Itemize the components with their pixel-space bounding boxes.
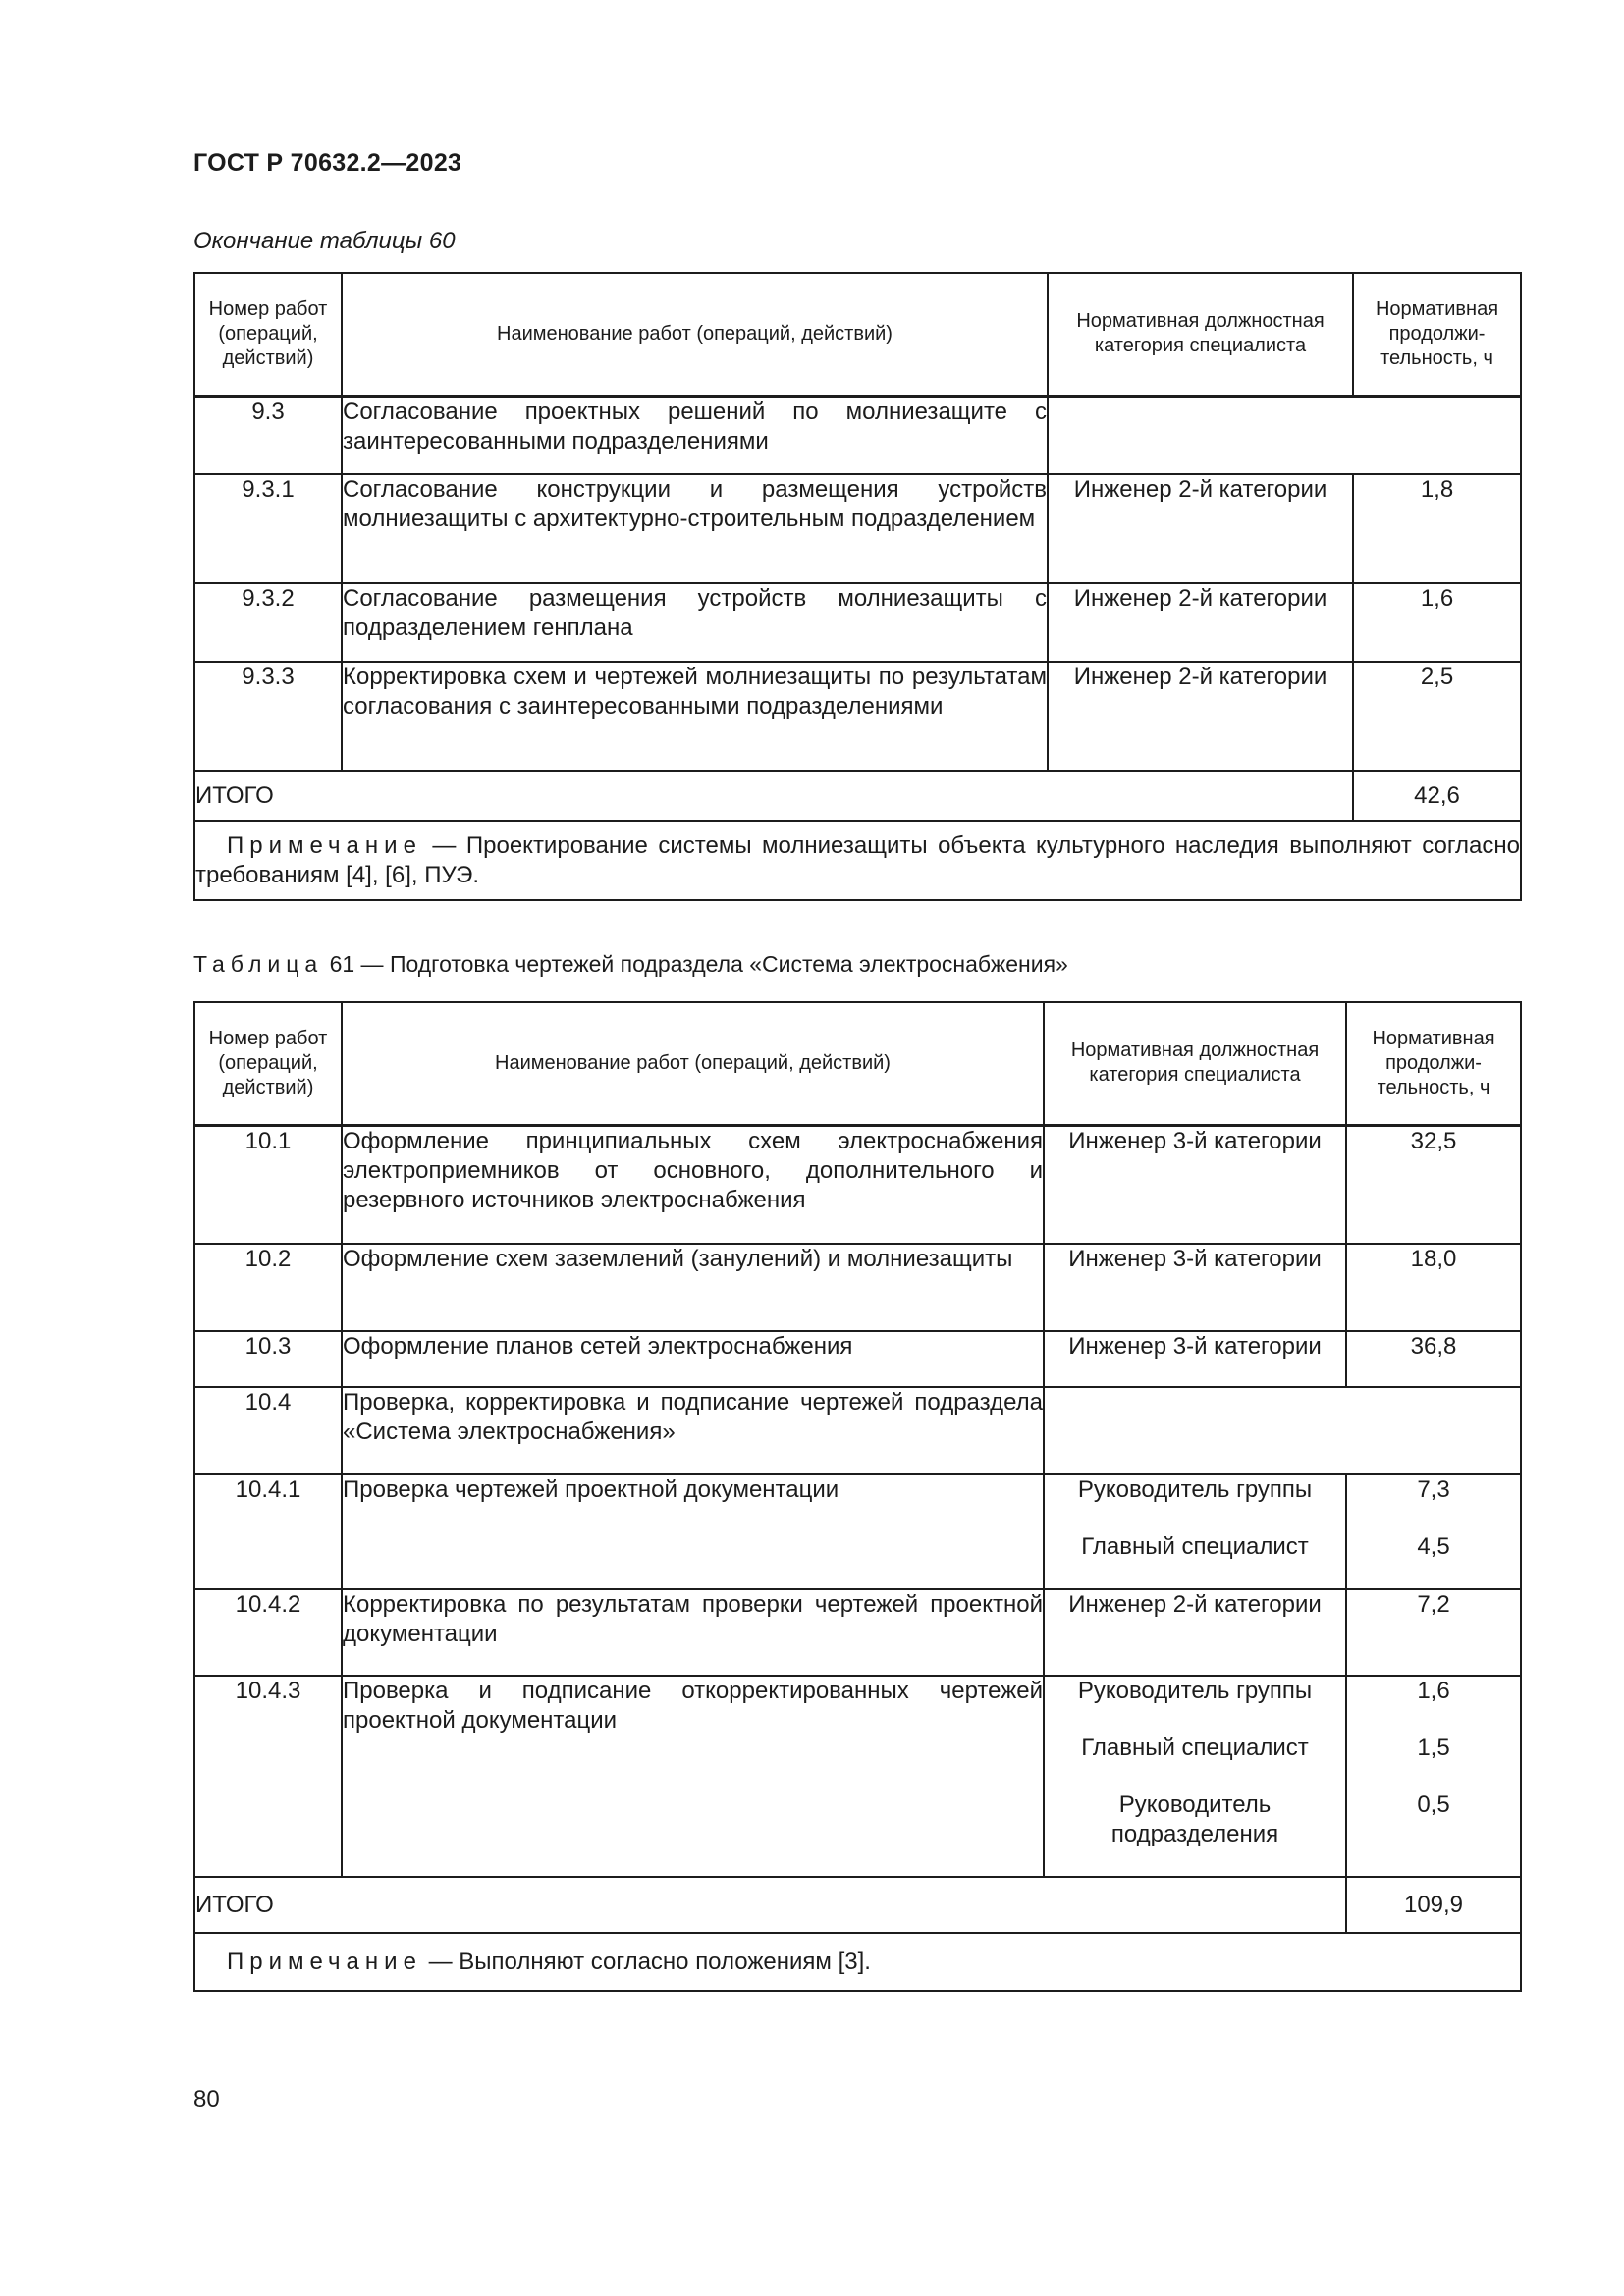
row-name: Проверка и подписание откорректированных чертежей проектной документации (342, 1676, 1044, 1877)
row-duration: 32,5 (1346, 1125, 1521, 1244)
row-duration-item: 1,5 (1417, 1735, 1450, 1761)
row-category: Инженер 2-й категории (1048, 662, 1353, 771)
row-category-item: Главный специалист (1081, 1735, 1309, 1761)
row-category (1044, 1676, 1346, 1877)
page-number: 80 (193, 2086, 220, 2112)
table-60 (193, 272, 1522, 901)
row-category (1044, 1474, 1346, 1589)
row-number: 9.3.3 (194, 662, 342, 771)
row-name: Оформление планов сетей электроснабжения (342, 1331, 1044, 1387)
row-duration (1346, 1474, 1521, 1589)
row-category: Инженер 2-й категории (1044, 1589, 1346, 1676)
row-category: Инженер 3-й категории (1044, 1244, 1346, 1331)
table-row (194, 474, 1521, 583)
row-empty (1048, 396, 1521, 474)
table-row (194, 1125, 1521, 1244)
note-text: — Проектирование системы молниезащиты объекта культурного наследия выполняют согласно требованиям [4], [6], ПУЭ. (195, 831, 1521, 888)
row-number: 9.3 (194, 396, 342, 474)
header-duration: Нормативная продолжи- тельность, ч (1346, 1002, 1521, 1125)
row-name: Проверка чертежей проектной документации (342, 1474, 1044, 1589)
row-number: 9.3.1 (194, 474, 342, 583)
row-category-item: Руководитель группы (1077, 1476, 1313, 1503)
table-row (194, 1387, 1521, 1474)
row-duration-item: 1,6 (1417, 1678, 1450, 1704)
row-duration-item: 4,5 (1417, 1533, 1450, 1560)
caption-text: 61 — Подготовка чертежей подраздела «Система электроснабжения» (329, 951, 1068, 977)
total-label: ИТОГО (194, 771, 1353, 821)
row-name: Корректировка по результатам проверки чертежей проектной документации (342, 1589, 1044, 1676)
row-empty (1044, 1387, 1521, 1474)
note-row (194, 1933, 1521, 1991)
note (194, 821, 1521, 900)
row-duration: 2,5 (1353, 662, 1521, 771)
row-duration: 1,6 (1353, 583, 1521, 662)
table-61 (193, 1001, 1522, 1992)
header-number: Номер работ (операций, действий) (194, 273, 342, 396)
header-name: Наименование работ (операций, действий) (342, 1002, 1044, 1125)
row-number: 10.1 (194, 1125, 342, 1244)
total-row (194, 1877, 1521, 1933)
row-number: 10.3 (194, 1331, 342, 1387)
note-text: — Выполняют согласно положениям [3]. (428, 1948, 871, 1975)
table-row (194, 1589, 1521, 1676)
row-duration-item: 7,3 (1417, 1476, 1450, 1503)
row-duration: 36,8 (1346, 1331, 1521, 1387)
standard-code: ГОСТ Р 70632.2—2023 (193, 149, 462, 177)
row-category: Инженер 2-й категории (1048, 474, 1353, 583)
row-name: Оформление принципиальных схем электроснабжения электроприемников от основного, дополнительного и резервного источников электроснабжения (342, 1125, 1044, 1244)
note (194, 1933, 1521, 1991)
row-category: Инженер 3-й категории (1044, 1331, 1346, 1387)
row-duration: 18,0 (1346, 1244, 1521, 1331)
row-name: Оформление схем заземлений (занулений) и молниезащиты (342, 1244, 1044, 1331)
row-number: 9.3.2 (194, 583, 342, 662)
row-number: 10.4 (194, 1387, 342, 1474)
note-word: Примечание (227, 831, 422, 859)
total-value: 109,9 (1346, 1877, 1521, 1933)
row-name: Согласование конструкции и размещения устройств молниезащиты с архитектурно-строительным подразделением (342, 474, 1048, 583)
note-word: Примечание (227, 1948, 422, 1975)
header-name: Наименование работ (операций, действий) (342, 273, 1048, 396)
total-label: ИТОГО (194, 1877, 1346, 1933)
row-number: 10.4.1 (194, 1474, 342, 1589)
header-duration: Нормативная продолжи- тельность, ч (1353, 273, 1521, 396)
table-row (194, 1331, 1521, 1387)
row-category-item: Руководитель подразделения (1110, 1791, 1279, 1847)
row-category: Инженер 3-й категории (1044, 1125, 1346, 1244)
row-name: Согласование проектных решений по молниезащите с заинтересованными подразделениями (342, 396, 1048, 474)
table-header-row (194, 1002, 1521, 1125)
row-name: Согласование размещения устройств молниезащиты с подразделением генплана (342, 583, 1048, 662)
row-category: Инженер 2-й категории (1048, 583, 1353, 662)
row-category-item: Главный специалист (1081, 1533, 1309, 1560)
row-duration (1346, 1676, 1521, 1877)
row-duration-item: 0,5 (1417, 1791, 1450, 1818)
header-category: Нормативная должностная категория специалиста (1044, 1002, 1346, 1125)
table-row (194, 662, 1521, 771)
table-header-row (194, 273, 1521, 396)
table-row (194, 1474, 1521, 1589)
row-number: 10.2 (194, 1244, 342, 1331)
row-name: Корректировка схем и чертежей молниезащиты по результатам согласования с заинтересованными подразделениями (342, 662, 1048, 771)
table-row (194, 1676, 1521, 1877)
row-duration: 1,8 (1353, 474, 1521, 583)
header-category: Нормативная должностная категория специалиста (1048, 273, 1353, 396)
header-number: Номер работ (операций, действий) (194, 1002, 342, 1125)
caption-word: Таблица (193, 951, 324, 977)
note-row (194, 821, 1521, 900)
table-row (194, 396, 1521, 474)
table-continuation-label: Окончание таблицы 60 (193, 228, 456, 254)
total-row (194, 771, 1521, 821)
total-value: 42,6 (1353, 771, 1521, 821)
table-row (194, 583, 1521, 662)
row-duration: 7,2 (1346, 1589, 1521, 1676)
table-row (194, 1244, 1521, 1331)
row-number: 10.4.2 (194, 1589, 342, 1676)
row-name: Проверка, корректировка и подписание чертежей подраздела «Система электроснабжения» (342, 1387, 1044, 1474)
row-category-item: Руководитель группы (1077, 1678, 1313, 1704)
table-61-caption (193, 951, 1068, 978)
row-number: 10.4.3 (194, 1676, 342, 1877)
